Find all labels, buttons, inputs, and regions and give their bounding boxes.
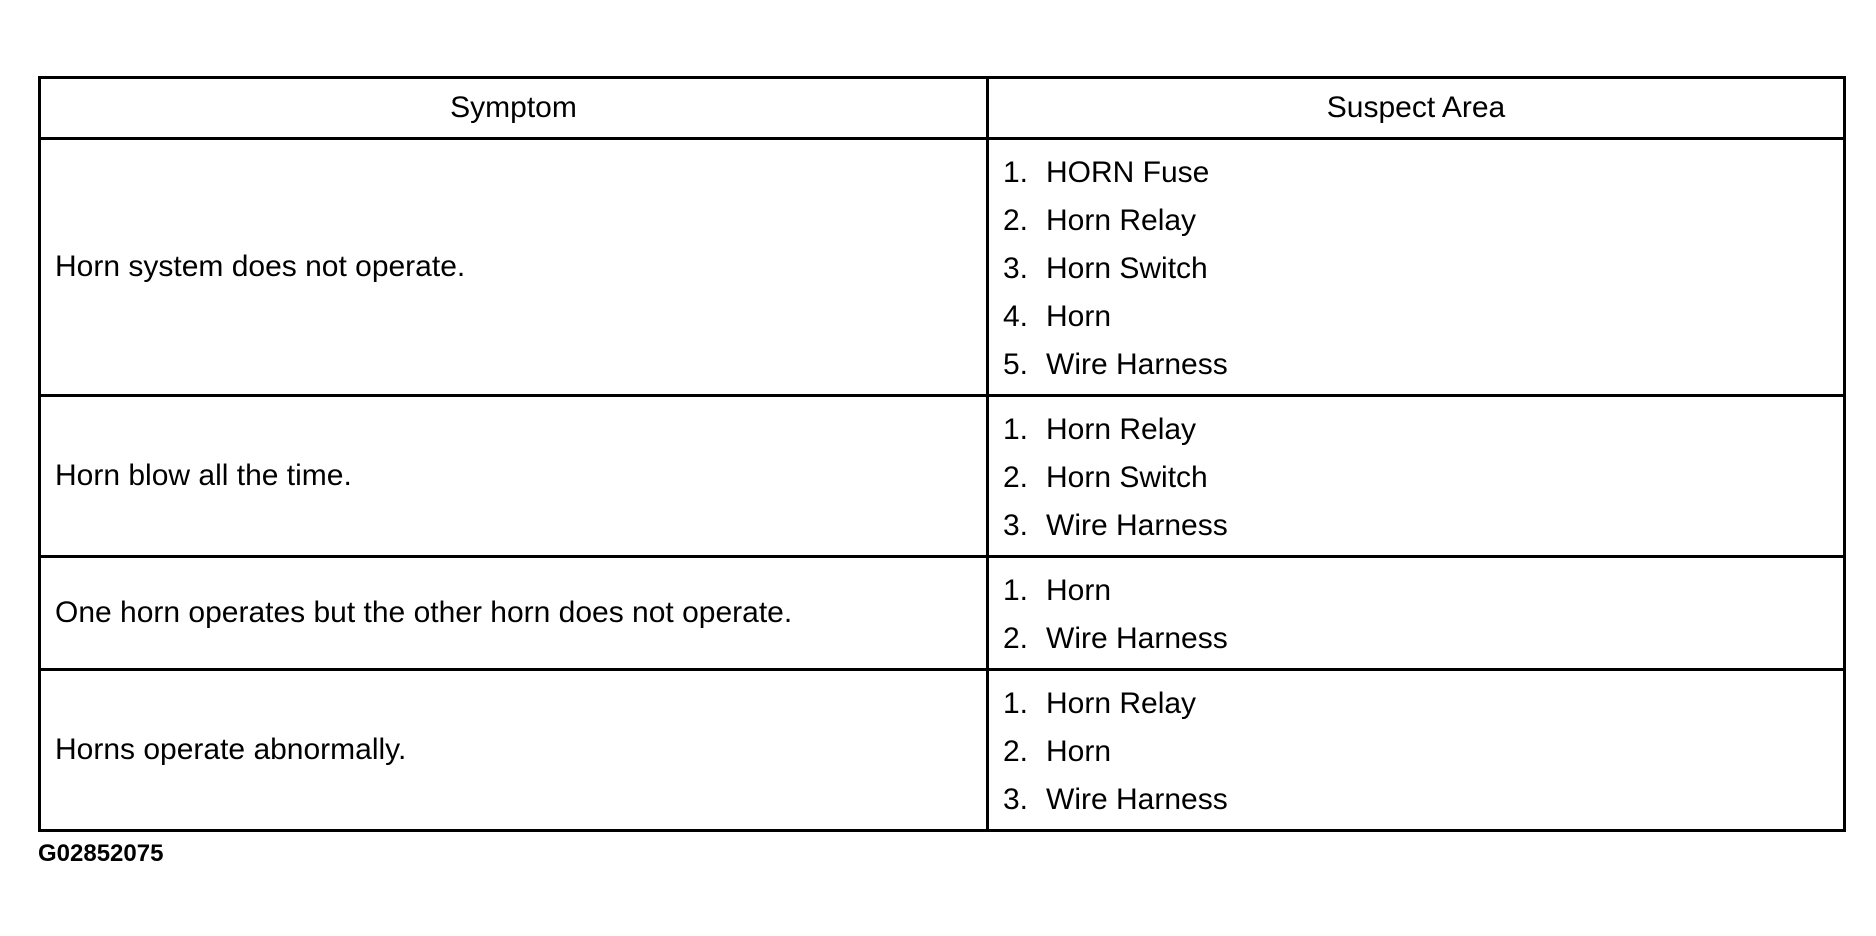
item-text: Wire Harness (1046, 348, 1228, 381)
list-item (1003, 502, 1843, 550)
item-number: 4. (1003, 300, 1029, 333)
list-item (1003, 680, 1843, 728)
item-number: 2. (1003, 735, 1029, 768)
list-item (1003, 149, 1843, 197)
item-text: Horn Switch (1046, 252, 1208, 285)
table-row (40, 557, 1845, 670)
suspect-area-cell (988, 396, 1845, 557)
symptom-table (38, 76, 1846, 832)
list-item (1003, 406, 1843, 454)
item-text: Horn (1046, 574, 1112, 607)
item-number: 3. (1003, 252, 1029, 285)
list-item (1003, 728, 1843, 776)
list-item (1003, 567, 1843, 615)
table-header-row (40, 78, 1845, 139)
suspect-area-list (1003, 567, 1843, 663)
list-item (1003, 776, 1843, 824)
list-item (1003, 245, 1843, 293)
list-item (1003, 197, 1843, 245)
suspect-area-cell (988, 557, 1845, 670)
item-number: 5. (1003, 348, 1029, 381)
list-item (1003, 615, 1843, 663)
item-text: Wire Harness (1046, 783, 1228, 816)
list-item (1003, 293, 1843, 341)
list-item (1003, 341, 1843, 389)
item-number: 3. (1003, 509, 1029, 542)
item-number: 1. (1003, 574, 1029, 607)
suspect-area-list (1003, 149, 1843, 389)
item-text: Horn (1046, 735, 1112, 768)
symptom-cell: Horn blow all the time. (40, 396, 988, 557)
item-number: 2. (1003, 204, 1029, 237)
suspect-area-cell (988, 670, 1845, 831)
suspect-area-column-header: Suspect Area (988, 78, 1845, 139)
table-row (40, 139, 1845, 396)
item-text: HORN Fuse (1046, 156, 1210, 189)
item-text: Horn (1046, 300, 1112, 333)
item-number: 1. (1003, 156, 1029, 189)
item-text: Wire Harness (1046, 509, 1228, 542)
table-row (40, 396, 1845, 557)
item-text: Wire Harness (1046, 622, 1228, 655)
suspect-area-list (1003, 406, 1843, 550)
item-number: 3. (1003, 783, 1029, 816)
list-item (1003, 454, 1843, 502)
item-text: Horn Relay (1046, 687, 1197, 720)
symptom-cell: Horns operate abnormally. (40, 670, 988, 831)
suspect-area-cell (988, 139, 1845, 396)
item-text: Horn Switch (1046, 461, 1208, 494)
symptom-cell: One horn operates but the other horn does not operate. (40, 557, 988, 670)
item-number: 1. (1003, 413, 1029, 446)
figure-id-label: G02852075 (38, 840, 164, 867)
item-number: 1. (1003, 687, 1029, 720)
item-number: 2. (1003, 622, 1029, 655)
item-number: 2. (1003, 461, 1029, 494)
symptom-cell: Horn system does not operate. (40, 139, 988, 396)
table-row (40, 670, 1845, 831)
symptom-column-header: Symptom (40, 78, 988, 139)
suspect-area-list (1003, 680, 1843, 824)
item-text: Horn Relay (1046, 204, 1197, 237)
item-text: Horn Relay (1046, 413, 1197, 446)
